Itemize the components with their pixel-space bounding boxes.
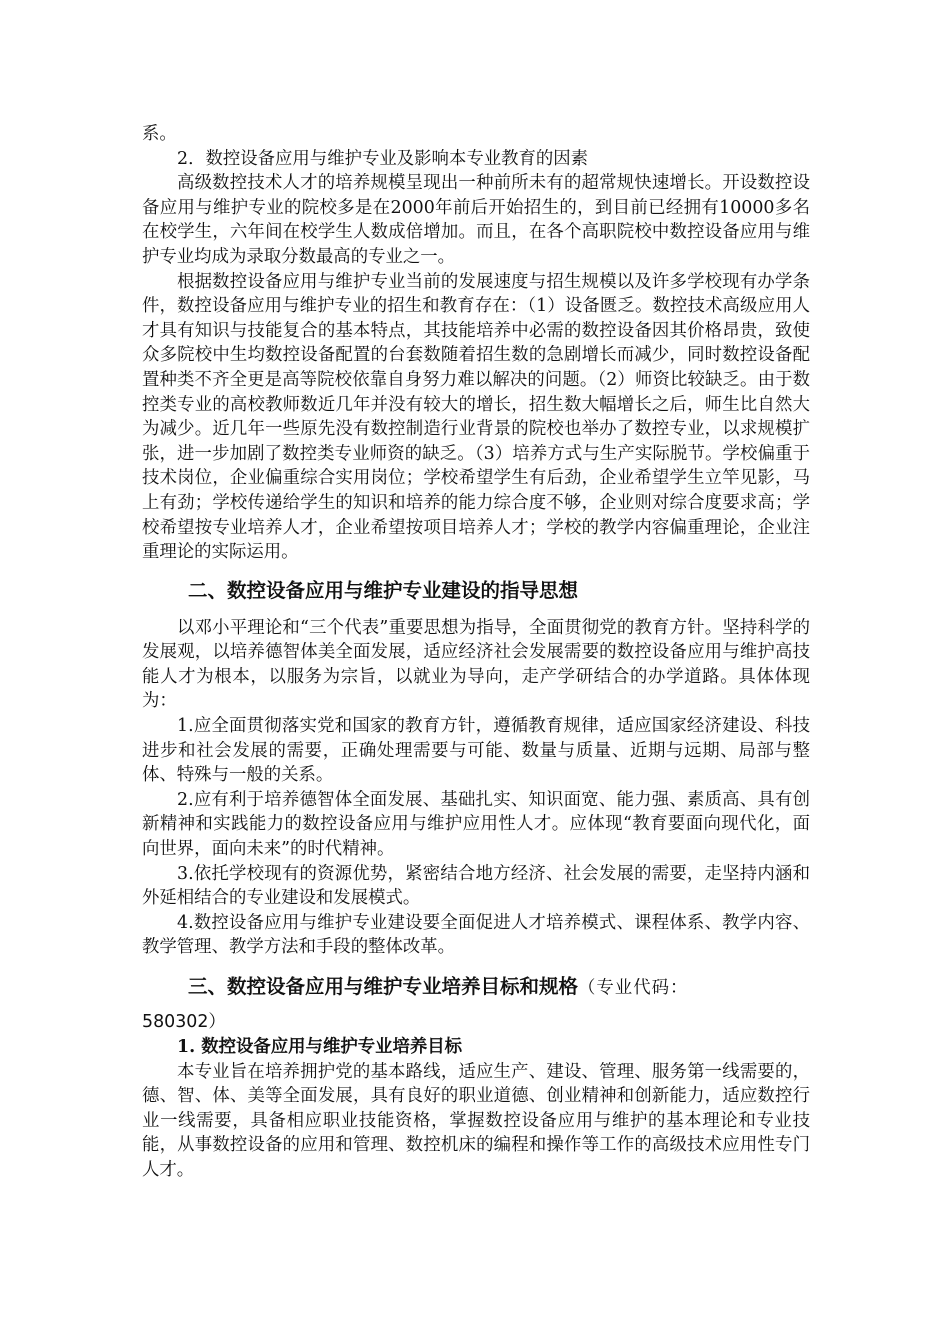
list-item: 4.数控设备应用与维护专业建设要全面促进人才培养模式、课程体系、教学内容、教学管理、教学方法和手段的整体改革。 — [142, 912, 810, 958]
document-page — [142, 122, 810, 1183]
paragraph-guiding-intro: 以邓小平理论和“三个代表”重要思想为指导，全面贯彻党的教育方针。坚持科学的发展观，以培养德智体美全面发展，适应经济社会发展需要的数控设备应用与维护高技能人才为根本，以服务为宗旨，以就业为导向，走产学研结合的办学道路。具体体现为： — [142, 617, 810, 712]
paragraph-goals: 本专业旨在培养拥护党的基本路线，适应生产、建设、管理、服务第一线需要的，德、智、体、美等全面发展，具有良好的职业道德、创业精神和创新能力，适应数控行业一线需要，具备相应职业技能资格，掌握数控设备应用与维护的基本理论和专业技能，从事数控设备的应用和管理、数控机床的编程和操作等工作的高级技术应用性专门人才。 — [142, 1061, 810, 1180]
section-heading-suffix: （专业代码： — [578, 978, 689, 998]
list-item: 2.应有利于培养德智体全面发展、基础扎实、知识面宽、能力强、素质高、具有创新精神和实践能力的数控设备应用与维护应用性人才。应体现“教育要面向现代化，面向世界，面向未来”的时代精神。 — [142, 789, 810, 860]
major-code: 580302） — [142, 1012, 226, 1032]
section-heading-training-goals — [142, 972, 810, 1003]
subsection-title-goals: 1. 数控设备应用与维护专业培养目标 — [177, 1037, 463, 1057]
subsection-title-2: 2．数控设备应用与维护专业及影响本专业教育的因素 — [177, 148, 589, 169]
list-item: 1.应全面贯彻落实党和国家的教育方针，遵循教育规律，适应国家经济建设、科技进步和社会发展的需要，正确处理需要与可能、数量与质量、近期与远期、局部与整体、特殊与一般的关系。 — [142, 716, 810, 786]
list-item: 3.依托学校现有的资源优势，紧密结合地方经济、社会发展的需要，走坚持内涵和外延相结合的专业建设和发展模式。 — [142, 863, 810, 909]
paragraph-growth: 高级数控技术人才的培养规模呈现出一种前所未有的超常规快速增长。开设数控设备应用与维护专业的院校多是在2000年前后开始招生的，到目前已经拥有10000多名在校学生，六年间在校学生人数成倍增加。而且，在各个高职院校中数控设备应用与维护专业均成为录取分数最高的专业之一。 — [142, 173, 810, 267]
paragraph-continuation: 系。 — [142, 124, 177, 144]
section-heading-guiding-ideology: 二、数控设备应用与维护专业建设的指导思想 — [188, 578, 579, 602]
section-heading-text: 三、数控设备应用与维护专业培养目标和规格 — [188, 975, 579, 998]
paragraph-problems: 根据数控设备应用与维护专业当前的发展速度与招生规模以及许多学校现有办学条件，数控设备应用与维护专业的招生和教育存在：（1）设备匮乏。数控技术高级应用人才具有知识与技能复合的基本特点，其技能培养中必需的数控设备因其价格昂贵，致使众多院校中生均数控设备配置的台套数随着招生数的急剧增长而减少，同时数控设备配置种类不齐全更是高等院校依靠自身努力难以解决的问题。（2）师资比较缺乏。由于数控类专业的高校教师数近几年并没有较大的增长，招生数大幅增长之后，师生比自然大为减少。近几年一些原先没有数控制造行业背景的院校也举办了数控专业，以求规模扩张，进一步加剧了数控类专业师资的缺乏。（3）培养方式与生产实际脱节。学校偏重于技术岗位，企业偏重综合实用岗位；学校希望学生有后劲，企业希望学生立竿见影，马上有劲；学校传递给学生的知识和培养的能力综合度不够，企业则对综合度要求高；学校希望按专业培养人才，企业希望按项目培养人才；学校的教学内容偏重理论，企业注重理论的实际运用。 — [142, 271, 810, 563]
